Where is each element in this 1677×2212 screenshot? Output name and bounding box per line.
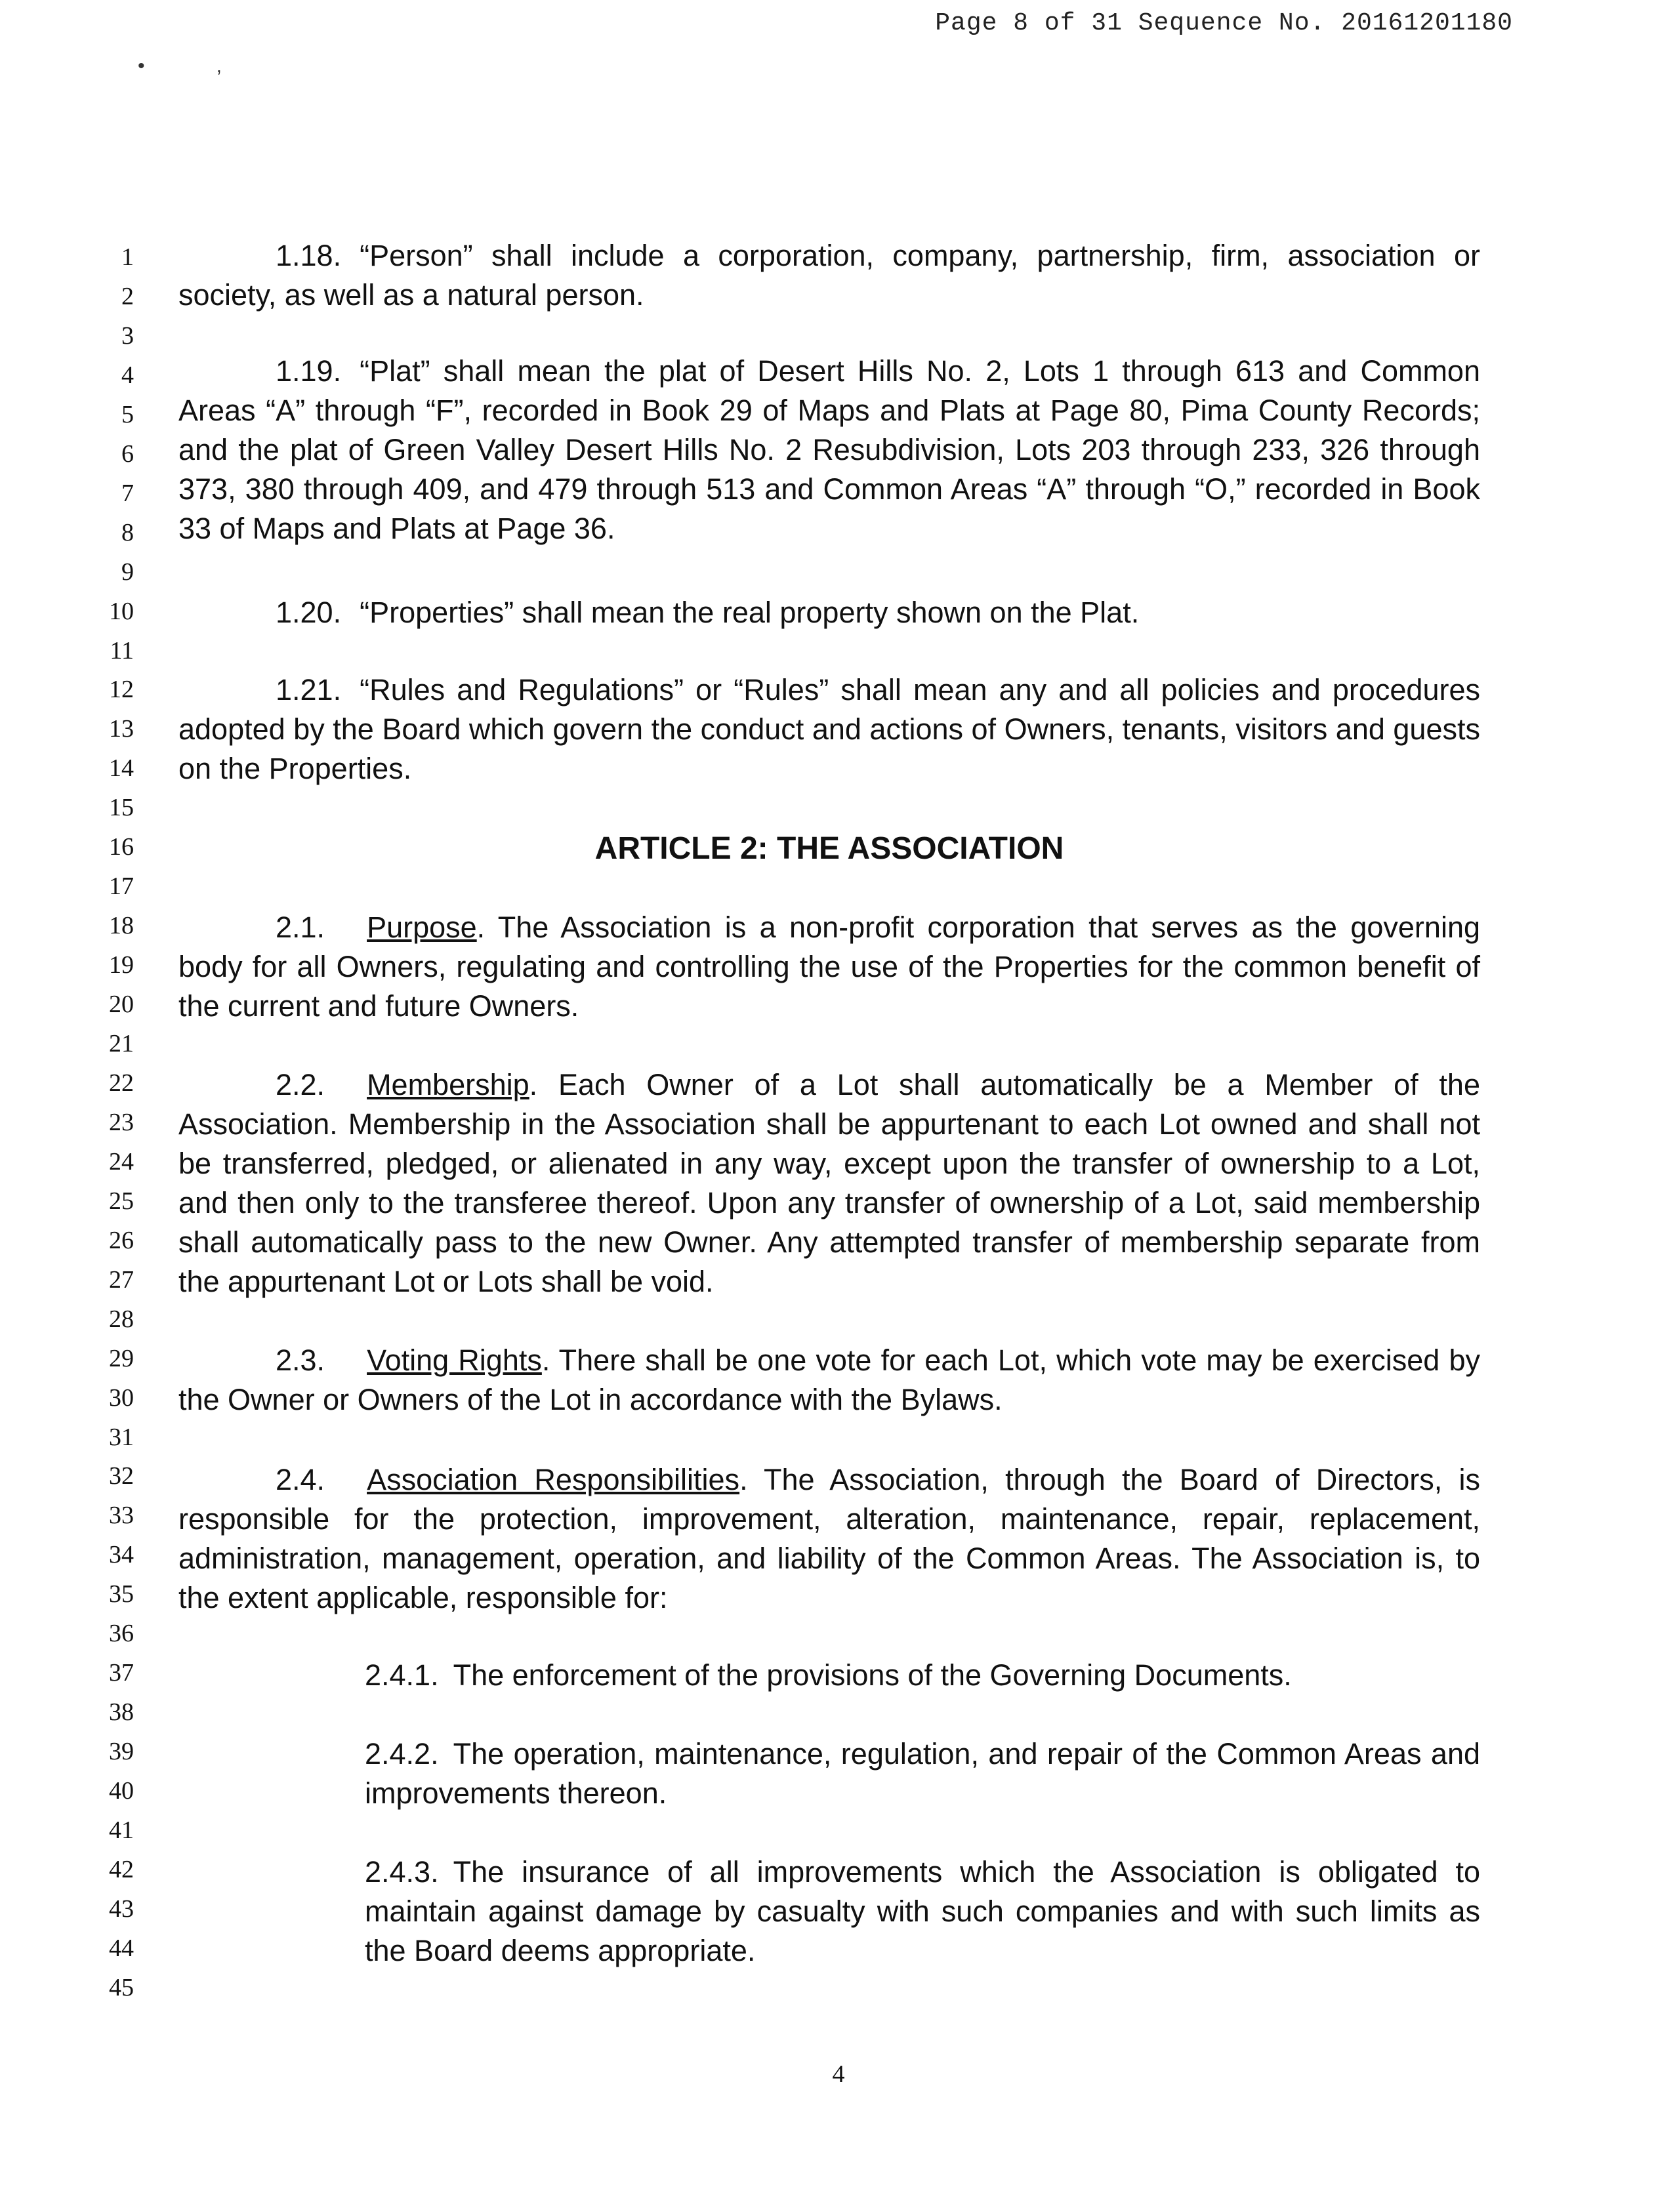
- line-number: 17: [109, 872, 134, 900]
- section-number: 1.20.: [276, 596, 342, 629]
- section-1-18: [178, 236, 1480, 315]
- section-text: The Association, through the Board of Directors, is responsible for the protection, improvement, alteration, maintenance, repair, replacement, administration, management, operation, and liability of the Common Areas. The Association is, to the extent applicable, responsible for:: [178, 1463, 1480, 1614]
- line-number: 32: [109, 1462, 134, 1490]
- section-2-4-1: [365, 1656, 1480, 1695]
- line-number: 16: [109, 833, 134, 861]
- line-number: 19: [109, 951, 134, 979]
- line-number: 33: [109, 1502, 134, 1529]
- line-number: 44: [109, 1935, 134, 1962]
- line-number: 11: [110, 637, 134, 665]
- section-number: 1.21.: [276, 673, 342, 707]
- line-number: 15: [109, 794, 134, 821]
- speck-mark: ‚: [217, 55, 222, 77]
- section-2-4-3: [365, 1853, 1480, 1971]
- section-number: 1.18.: [276, 239, 342, 272]
- line-number: 8: [121, 519, 134, 546]
- line-number: 14: [109, 754, 134, 782]
- section-number: 2.2.: [276, 1068, 325, 1101]
- section-2-4: 2.4. Association Responsibilities. The Association, through the Board of Directors, is responsible for the protection, improvement, alteration, maintenance, repair, replacement, administration, management, operation, and liability of the Common Areas. The Association is, to the extent applicable, responsible for:: [178, 1460, 1480, 1618]
- section-2-4-2: [365, 1734, 1480, 1813]
- page-number: 4: [832, 2060, 845, 2088]
- line-number: 21: [109, 1030, 134, 1057]
- line-number: 22: [109, 1069, 134, 1097]
- line-number: 12: [109, 676, 134, 703]
- line-number: 45: [109, 1974, 134, 2001]
- section-title: Purpose: [367, 911, 477, 944]
- line-number: 2: [121, 283, 134, 310]
- section-text: “Rules and Regulations” or “Rules” shall mean any and all policies and procedures adopted by the Board which govern the conduct and actions of Owners, tenants, visitors and guests on the Properties.: [178, 673, 1480, 785]
- line-number: 31: [109, 1423, 134, 1451]
- section-text: “Properties” shall mean the real property shown on the Plat.: [360, 596, 1140, 629]
- section-1-21: [178, 670, 1480, 789]
- line-number: 25: [109, 1187, 134, 1215]
- section-title: Association Responsibilities: [367, 1463, 740, 1496]
- line-number: 28: [109, 1305, 134, 1333]
- line-number: 37: [109, 1659, 134, 1687]
- line-number: 29: [109, 1345, 134, 1372]
- line-number: 38: [109, 1698, 134, 1726]
- section-text: The Association is a non-profit corporation that serves as the governing body for all Owners, regulating and controlling the use of the Properties for the common benefit of the current and future Owners.: [178, 911, 1480, 1023]
- line-number: 41: [109, 1816, 134, 1844]
- line-number: 18: [109, 912, 134, 939]
- section-number: 1.19.: [276, 354, 342, 388]
- section-2-1: 2.1. Purpose. The Association is a non-profit corporation that serves as the governing body for all Owners, regulating and controlling the use of the Properties for the common benefit of the current and future Owners.: [178, 908, 1480, 1026]
- scan-specks: [138, 55, 293, 77]
- section-text: “Person” shall include a corporation, company, partnership, firm, association or society, as well as a natural person.: [178, 239, 1480, 312]
- section-text: The enforcement of the provisions of the Governing Documents.: [453, 1658, 1292, 1692]
- line-number: 4: [121, 361, 134, 389]
- line-number: 43: [109, 1895, 134, 1923]
- line-number: 13: [109, 715, 134, 743]
- section-number: 2.4.: [276, 1463, 325, 1496]
- section-text: There shall be one vote for each Lot, which vote may be exercised by the Owner or Owners of the Lot in accordance with the Bylaws.: [178, 1343, 1480, 1416]
- line-number: 10: [109, 598, 134, 625]
- line-number: 9: [121, 558, 134, 586]
- section-text: The insurance of all improvements which the Association is obligated to maintain against damage by casualty with such companies and with such limits as the Board deems appropriate.: [365, 1855, 1480, 1967]
- section-1-20: [178, 593, 1480, 632]
- line-number: 1: [121, 243, 134, 271]
- section-number: 2.1.: [276, 911, 325, 944]
- section-title: Membership: [367, 1068, 529, 1101]
- line-number: 36: [109, 1620, 134, 1647]
- line-number: 5: [121, 401, 134, 428]
- article-2-heading: ARTICLE 2: THE ASSOCIATION: [594, 831, 1064, 866]
- line-number: 7: [121, 480, 134, 507]
- line-number: 23: [109, 1109, 134, 1136]
- section-text: Each Owner of a Lot shall automatically be a Member of the Association. Membership in the Association shall be appurtenant to each Lot owned and shall not be transferred, pledged, or alienated in any way, except upon the transfer of ownership to a Lot, and then only to the transferee thereof. Upon any transfer of ownership of a Lot, said membership shall automatically pass to the new Owner. Any attempted transfer of membership separate from the appurtenant Lot or Lots shall be void.: [178, 1068, 1480, 1298]
- line-number: 40: [109, 1777, 134, 1805]
- line-number: 3: [121, 322, 134, 350]
- line-number: 30: [109, 1384, 134, 1412]
- section-2-2: 2.2. Membership. Each Owner of a Lot shall automatically be a Member of the Association. Membership in the Association shall be appurtenant to each Lot owned and shall not be transferred, pledged, or alienated in any way, except upon the transfer of ownership to a Lot, and then only to the transferee thereof. Upon any transfer of ownership of a Lot, said membership shall automatically pass to the new Owner. Any attempted transfer of membership separate from the appurtenant Lot or Lots shall be void.: [178, 1065, 1480, 1301]
- section-2-3: 2.3. Voting Rights. There shall be one vote for each Lot, which vote may be exercised by the Owner or Owners of the Lot in accordance with the Bylaws.: [178, 1341, 1480, 1420]
- section-1-19: [178, 352, 1480, 548]
- line-number: 39: [109, 1738, 134, 1765]
- line-number: 27: [109, 1266, 134, 1294]
- section-number: 2.4.2.: [365, 1737, 439, 1771]
- section-text: The operation, maintenance, regulation, and repair of the Common Areas and improvements thereon.: [365, 1737, 1480, 1810]
- line-number: 20: [109, 991, 134, 1018]
- line-number: 42: [109, 1856, 134, 1883]
- line-number: 35: [109, 1580, 134, 1608]
- page-sequence-header: Page 8 of 31 Sequence No. 20161201180: [935, 9, 1513, 37]
- section-number: 2.4.3.: [365, 1855, 439, 1889]
- speck-mark: •: [138, 55, 145, 77]
- section-title: Voting Rights: [367, 1343, 542, 1377]
- line-number: 24: [109, 1148, 134, 1176]
- line-number: 34: [109, 1541, 134, 1568]
- section-number: 2.3.: [276, 1343, 325, 1377]
- line-number: 6: [121, 440, 134, 468]
- section-text: “Plat” shall mean the plat of Desert Hills No. 2, Lots 1 through 613 and Common Areas “A” through “F”, recorded in Book 29 of Maps and Plats at Page 80, Pima County Records; and the plat of Green Valley Desert Hills No. 2 Resubdivision, Lots 203 through 233, 326 through 373, 380 through 409, and 479 through 513 and Common Areas “A” through “O,” recorded in Book 33 of Maps and Plats at Page 36.: [178, 354, 1480, 545]
- line-number: 26: [109, 1227, 134, 1254]
- section-number: 2.4.1.: [365, 1658, 439, 1692]
